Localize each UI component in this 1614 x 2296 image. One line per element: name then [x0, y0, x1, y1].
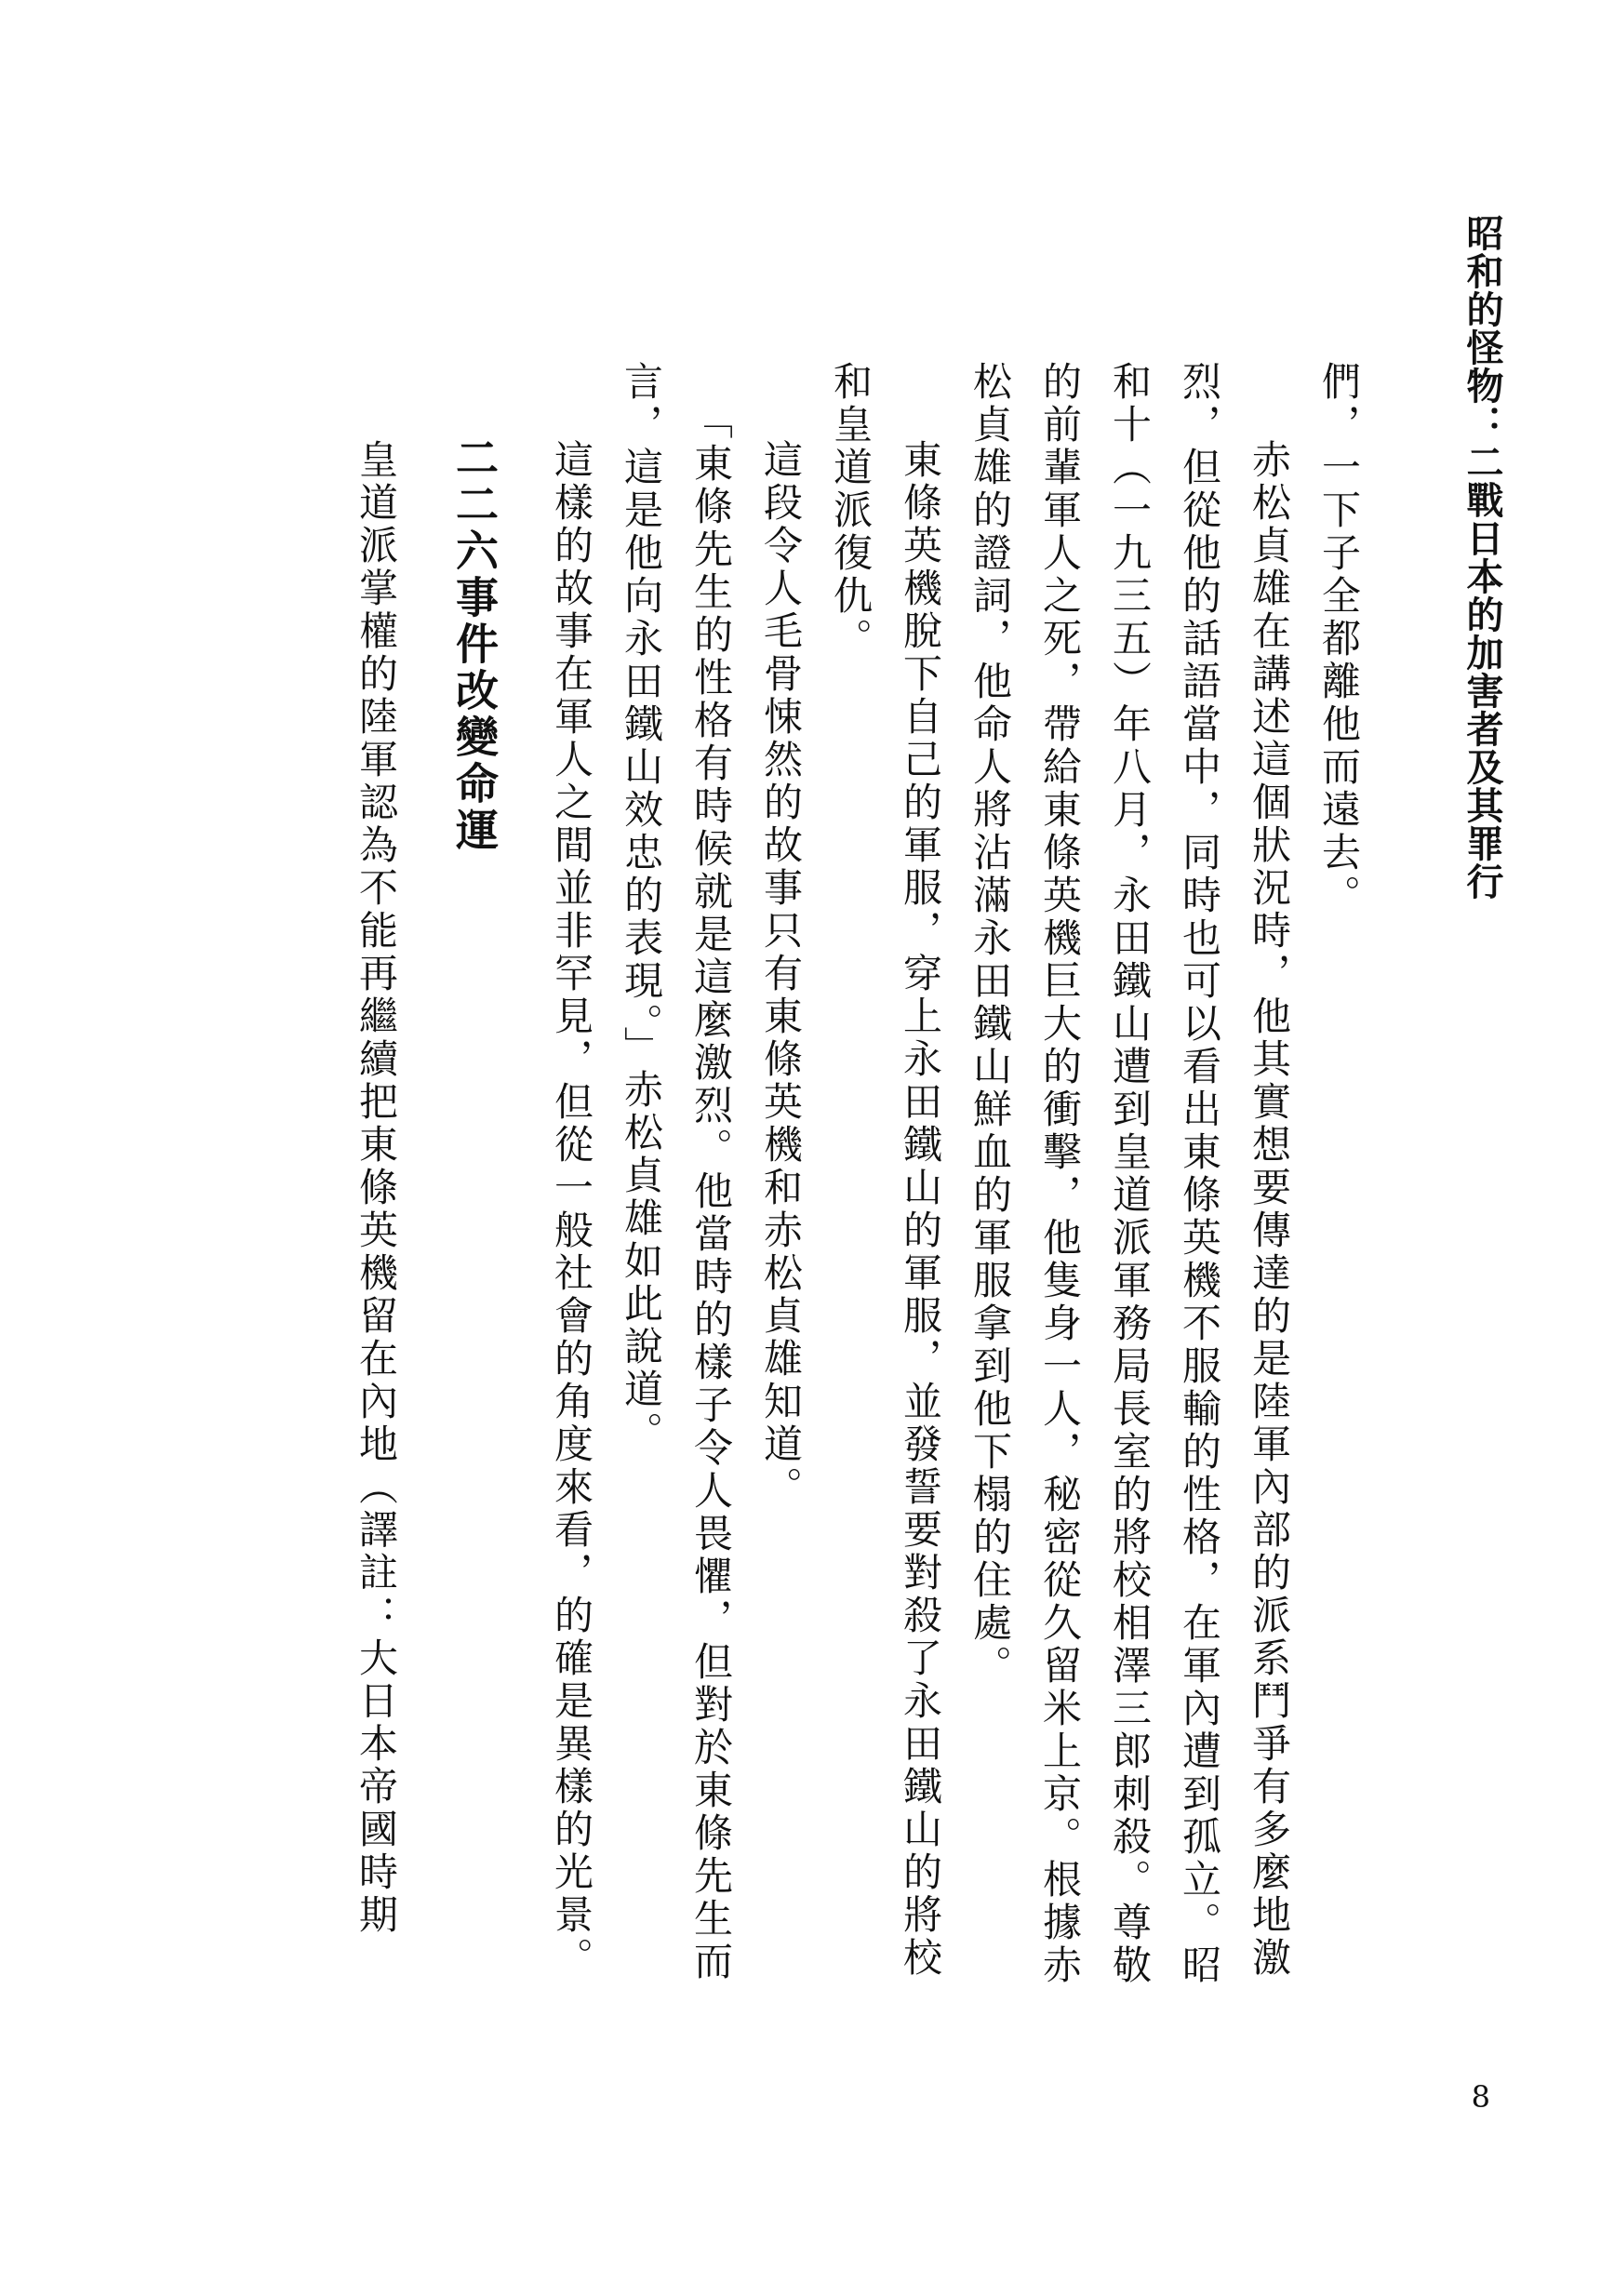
- section-heading: 二二六事件改變命運: [449, 435, 500, 854]
- paragraph-uniform-oath: 東條英機脫下自己的軍服，穿上永田鐵山的軍服，並發誓要對殺了永田鐵山的將校和皇道派復仇。: [828, 361, 943, 1980]
- paragraph-continuation: 們，一下子全都離他而遠去。: [1316, 361, 1362, 917]
- page-number: 8: [1471, 2079, 1490, 2115]
- paragraph-after-heading: 皇道派掌權的陸軍認為不能再繼續把東條英機留在內地（譯註：大日本帝國時期: [353, 439, 399, 1937]
- paragraph-quote: 「東條先生的性格有時候就是這麼激烈。他當時的樣子令人畏懼，但對於東條先生而言，這是他向永田鐵山效忠的表現。」赤松貞雄如此說道。: [619, 361, 734, 1983]
- vertical-body-text: [353, 361, 1374, 2017]
- paragraph-unusual-scene: 這樣的故事在軍人之間並非罕見，但從一般社會的角度來看，的確是異樣的光景。: [549, 439, 594, 1980]
- paragraph-akamatsu-account: 赤松貞雄在講述這個狀況時，他其實想要傳達的是陸軍內部的派系鬥爭有多麼地激烈，但從他的話語當中，同時也可以看出東條英機不服輸的性格，在軍內遭到孤立。昭和十（一九三五）年八月，永田鐵山遭到皇道派軍務局長室的將校相澤三郎刺殺。尊敬的前輩軍人之死，帶給東條英機巨大的衝擊，他隻身一人，秘密從久留米上京。根據赤松貞雄的證詞，他命人將沾滿永田鐵山鮮血的軍服拿到他下榻的住處。: [967, 361, 1292, 1987]
- running-header-title: 昭和的怪物：二戰日本的加害者及其罪行: [1461, 214, 1503, 901]
- paragraph-secret-story: 這段令人毛骨悚然的故事只有東條英機和赤松貞雄知道。: [758, 439, 804, 1509]
